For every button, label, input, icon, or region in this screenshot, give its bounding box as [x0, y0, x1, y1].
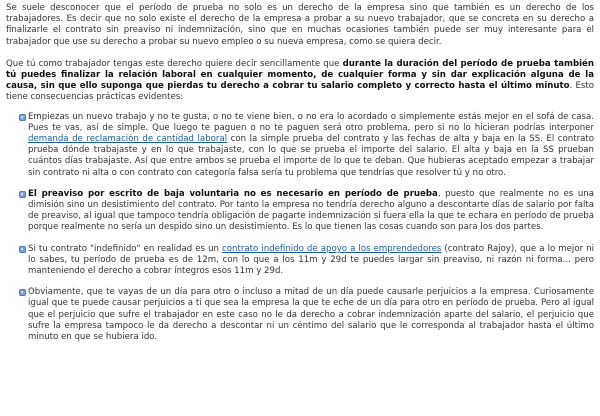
intro-paragraph: Se suele desconocer que el período de prueba no solo es un derecho de la empresa sino que también es un derecho de los trabajadores. Es decir que no solo existe el derecho de la empresa a probar a su nuevo trabajador, que se concreta en su derecho a finalizarle el contrato sin preaviso ni indemnización, sino que en muchas ocasiones también puede ser muy interesante para el trabajador que use su derecho a probar su nuevo empleo o su nueva empresa, como se quiera decir. — [6, 3, 594, 47]
list-item-text-tail: , puesto que realmente no es una dimisión sino un desistimiento del contrato. Por tanto la empresa no tendría derecho alguno a descontarte días de salario por falta de preaviso, al igual que tampoco tendría obligación de pagarte indemnización si fuera ella la que te echara en período de prueba porque realmente no sería un despido sino un desistimiento. Es lo que tienen las cosas cuando son para los dos partes. — [28, 188, 595, 233]
blue-square-bullet-icon — [19, 246, 26, 253]
rights-paragraph — [6, 59, 594, 104]
demanda-reclamacion-link[interactable]: demanda de reclamación de cantidad laboral — [28, 134, 228, 145]
list-item — [20, 112, 594, 179]
list-item-text-lead: Si tu contrato "indefinido" en realidad es un — [28, 243, 223, 254]
contrato-emprendedores-link[interactable]: contrato indefinido de apoyo a los emprendedores — [222, 243, 442, 254]
list-item — [20, 189, 594, 234]
rights-paragraph-tail: . Esto tiene consecuencias prácticas evidentes: — [6, 81, 594, 103]
rights-paragraph-lead: Que tú como trabajador tengas este derecho quiere decir sencillamente que — [6, 58, 343, 69]
list-item-emphasis: El preaviso por escrito de baja voluntaria no es necesario en período de prueba — [28, 188, 438, 199]
list-item-text-tail: (contrato Rajoy), que a lo mejor ni lo sabes, tu período de prueba es de 12m, con lo que a los 11m y 29d te puedes largar sin preaviso, ni razón ni forma... pero manteniendo el derecho a cobrar íntegros esos 11m y 29d. — [28, 243, 594, 277]
consequences-list — [6, 112, 594, 344]
blue-square-bullet-icon — [19, 191, 26, 198]
blue-square-bullet-icon — [19, 289, 26, 296]
rights-paragraph-emphasis: durante la duración del período de prueba también tú puedes finalizar la relación laboral en cualquier momento, de cualquier forma y sin dar explicación alguna de la causa, sin que ello suponga que pierdas tu derecho a cobrar tu salario completo y correcto hasta el último minuto — [6, 58, 595, 92]
list-item — [20, 244, 594, 278]
list-item — [20, 287, 594, 343]
list-item-text-lead: Empiezas un nuevo trabajo y no te gusta, o no te viene bien, o no era lo acordado o simplemente estás mejor en el sofá de casa. Pues te vas, así de simple. Que luego te paguen o no te paguen será otro problema, pero si no lo hicieran podrías interponer — [28, 111, 594, 133]
blue-square-bullet-icon — [19, 114, 26, 121]
list-item-text-tail: con la simple prueba del contrato y las fechas de alta y baja en la SS. El contrato prueba dónde trabajaste y en lo que trabajaste, con lo que se prueba el importe del salario. El alta y baja en la SS prueban cuántos días trabajaste. Así que entre ambos se prueba el importe de lo que te deban. Que hubieras aceptado empezar a trabajar sin contrato ni alta o con contrato con categoría falsa sería tu problema que tendrías que resolver tú y no otro. — [28, 134, 594, 178]
list-item-text: Obviamente, que te vayas de un día para otro o incluso a mitad de un día puede causarle perjuicios a la empresa. Curiosamente igual que te puede causar perjuicios a ti que sea la empresa la que te eche de un día para otro en período de prueba. Pero al igual que el perjuicio que sufre el trabajador en este caso no le da derecho a cobrar indemnización aparte del salario, el perjuicio que sufre la empresa tampoco le da derecho a descontar ni un céntimo del salario que le corresponda al trabajador hasta el último minuto en que se hubiera ido. — [28, 287, 594, 343]
